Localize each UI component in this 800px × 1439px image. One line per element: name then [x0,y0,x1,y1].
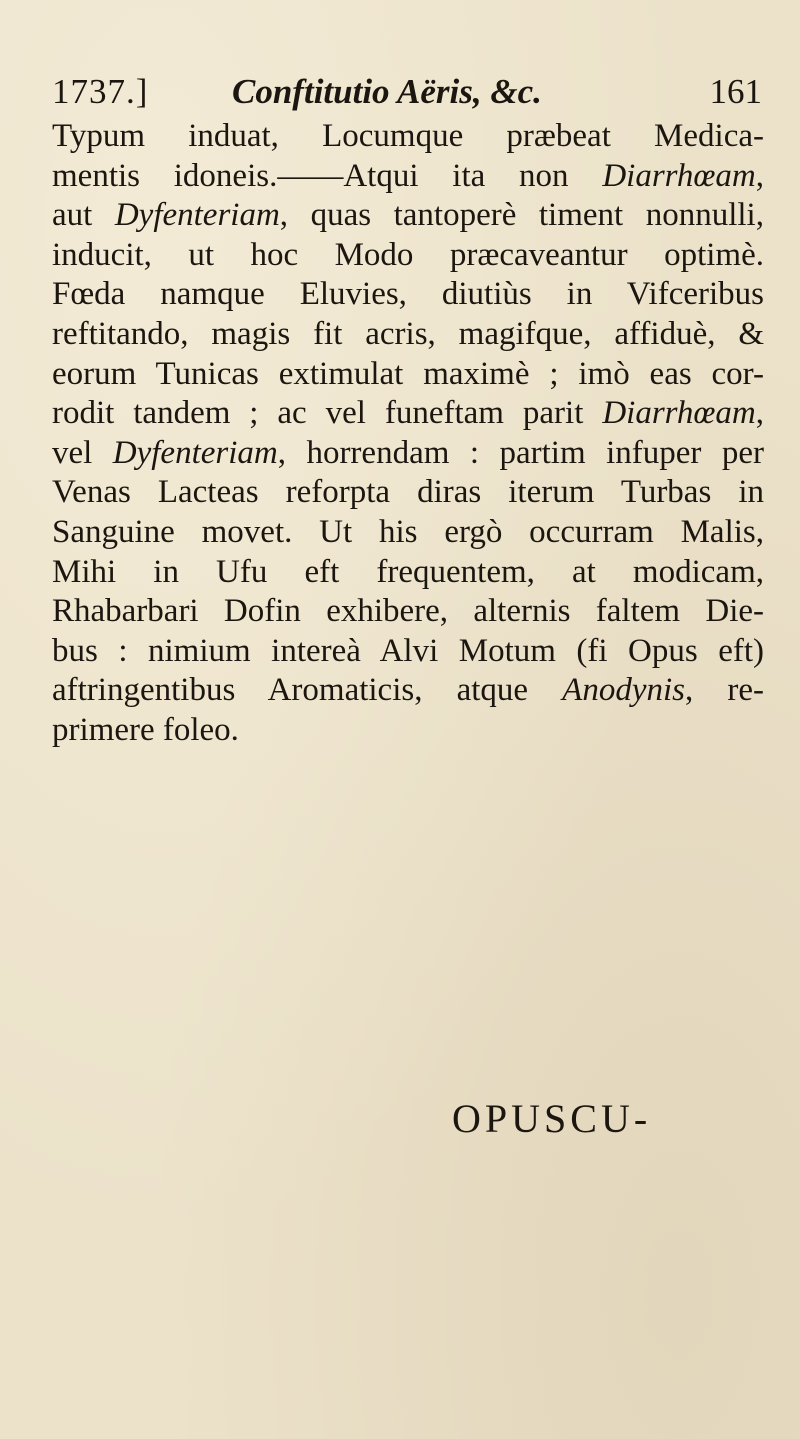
text-line [52,473,764,513]
text-line [52,671,764,711]
text-run: eorum Tunicas extimulat maximè ; imò eas cor- [52,355,764,392]
italic-term: Dyfenteriam [114,197,280,234]
text-run: Venas Lacteas reforpta diras iterum Turbas in [52,474,764,511]
italic-term: Diarrhœam [602,157,756,194]
text-run: mentis idoneis.——Atqui ita non [52,157,603,194]
text-run: , quas tantoperè timent nonnulli, [279,197,764,234]
text-run: rodit tandem ; ac vel funeftam parit [52,395,603,432]
text-run: , horrendam : partim infuper per [277,434,764,471]
text-run: Fœda namque Eluvies, diutiùs in Vifceribus [52,276,764,313]
text-run: vel [52,434,113,471]
text-run: bus : nimium intereà Alvi Motum (fi Opus eft) [52,632,764,669]
text-run: , re- [685,672,764,709]
italic-term: Anodynis [562,672,685,709]
text-run: reftitando, magis fit acris, magifque, affiduè, & [52,315,764,352]
text-run: Typum induat, Locumque præbeat Medica- [52,118,764,154]
catchword: OPUSCU- [452,1096,652,1141]
text-line [52,513,764,553]
text-line [52,236,764,276]
text-run: aftringentibus Aromaticis, atque [52,672,563,709]
text-line [52,394,764,434]
text-run: Sanguine movet. Ut his ergò occurram Malis, [52,513,764,550]
body-paragraph [52,117,764,751]
text-run: , [755,157,764,194]
text-line [52,355,764,395]
text-run: inducit, ut hoc Modo præcaveantur optimè. [52,236,764,273]
text-run: primere foleo. [52,711,239,748]
text-line [52,315,764,355]
header-title: Conftitutio Aëris, &c. [232,72,542,111]
running-header [52,70,762,114]
text-line [52,592,764,632]
text-line [52,434,764,474]
text-line [52,275,764,315]
italic-term: Diarrhœam [602,395,756,432]
header-year: 1737.] [52,72,149,111]
text-line [52,632,764,672]
text-run: aut [52,197,115,234]
italic-term: Dyfenteriam [112,434,278,471]
text-line [52,553,764,593]
text-line [52,117,764,157]
text-line [52,711,764,751]
text-line [52,196,764,236]
text-run: , [755,395,764,432]
text-line [52,157,764,197]
text-run: Rhabarbari Dofin exhibere, alternis faltem Die- [52,593,764,630]
page-number: 161 [709,72,762,111]
text-run: Mihi in Ufu eft frequentem, at modicam, [52,553,764,590]
